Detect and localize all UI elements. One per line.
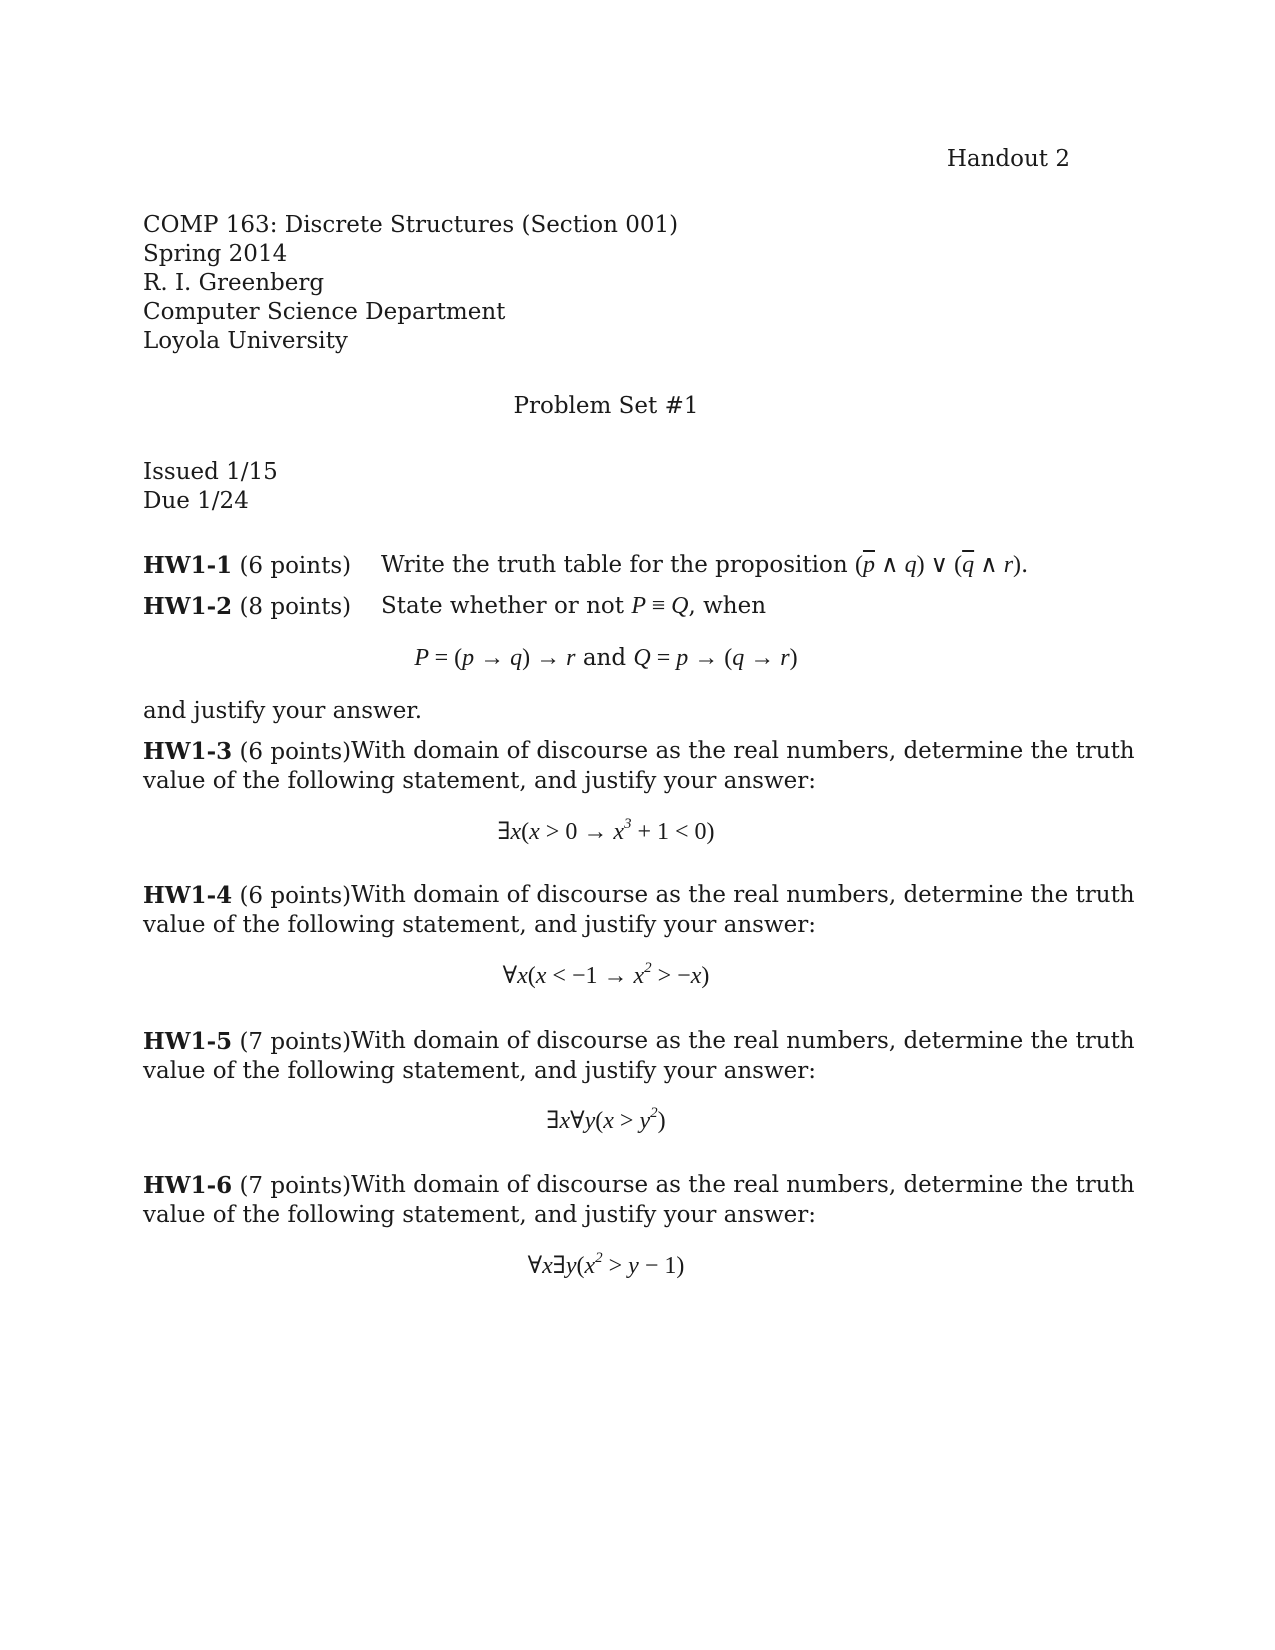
page-title: Problem Set #1: [513, 393, 699, 419]
formula-connector: and: [582, 645, 627, 671]
display-formula: ∀x(x < $-1 \to x^2 > -x$): [502, 960, 710, 989]
problem-block: [143, 1027, 1135, 1086]
problem-id: HW1-3: [143, 738, 233, 765]
due-date: Due 1/24: [143, 488, 249, 514]
display-formula: $\forall x\exists y(x^2 > y - 1)$: [527, 1250, 685, 1279]
handout-label: Handout 2: [946, 146, 1070, 172]
problem-block: [143, 881, 1135, 940]
problem-points: (6 points): [239, 883, 352, 909]
problem-statement: With domain of discourse as the real numbers, determine the truth: [351, 882, 1135, 908]
instructor: R. I. Greenberg: [143, 270, 325, 296]
problem-id: HW1-1: [143, 552, 233, 579]
problem-statement-cont: value of the following statement, and justify your answer:: [143, 1202, 817, 1228]
problem-statement-cont: value of the following statement, and justify your answer:: [143, 912, 817, 938]
problem-statement: With domain of discourse as the real numbers, determine the truth: [351, 738, 1135, 764]
problem-id: HW1-4: [143, 882, 233, 909]
course-header: [143, 211, 678, 356]
term: Spring 2014: [143, 241, 288, 267]
problem-id: HW1-6: [143, 1172, 233, 1199]
problem-statement: Write the truth table for the proposition: [381, 552, 848, 578]
problem-statement-cont: value of the following statement, and justify your answer:: [143, 1058, 817, 1084]
problem-statement-cont: value of the following statement, and justify your answer:: [143, 768, 817, 794]
department: Computer Science Department: [143, 299, 506, 325]
problem-tail: and justify your answer.: [143, 698, 423, 724]
problem-statement: With domain of discourse as the real numbers, determine the truth: [351, 1172, 1135, 1198]
problem-points: (6 points): [239, 739, 352, 765]
dates-block: [143, 458, 278, 516]
problem-points: (6 points): [239, 553, 352, 579]
problem-block: [143, 1171, 1135, 1230]
problem-points: (7 points): [239, 1173, 352, 1199]
problem-points: (7 points): [239, 1029, 352, 1055]
formula: P ≡ Q: [631, 593, 689, 619]
display-formula: P = (p → q) → r and Q = p → (q → r): [414, 645, 798, 671]
problem-statement-tail: , when: [688, 593, 767, 619]
university: Loyola University: [143, 328, 348, 354]
display-formula: ∃x∀y(x > $y^2$): [546, 1105, 666, 1134]
problem-text: Write the truth table for the proposition ($\overline{p}$ ∧ q) ∨ ($\overline{q}$ ∧ r).: [381, 552, 1029, 578]
problem-block: [143, 737, 1135, 796]
problem-statement: State whether or not: [381, 593, 625, 619]
issued-date: Issued 1/15: [143, 459, 278, 485]
display-formula: ∃x(x > $0 \to x^3 + 1 < 0$): [497, 816, 715, 845]
problem-id: HW1-2: [143, 593, 233, 620]
problem-statement: With domain of discourse as the real numbers, determine the truth: [351, 1028, 1135, 1054]
course-title: COMP 163: Discrete Structures (Section 001): [143, 212, 679, 238]
problem-label: [143, 592, 351, 622]
problem-points: (8 points): [239, 594, 352, 620]
problem-label: [143, 551, 351, 581]
formula: ($\overline{p}$ ∧ q) ∨ ($\overline{q}$ ∧ r): [854, 552, 1022, 578]
problem-text: [381, 592, 766, 621]
problem-id: HW1-5: [143, 1028, 233, 1055]
